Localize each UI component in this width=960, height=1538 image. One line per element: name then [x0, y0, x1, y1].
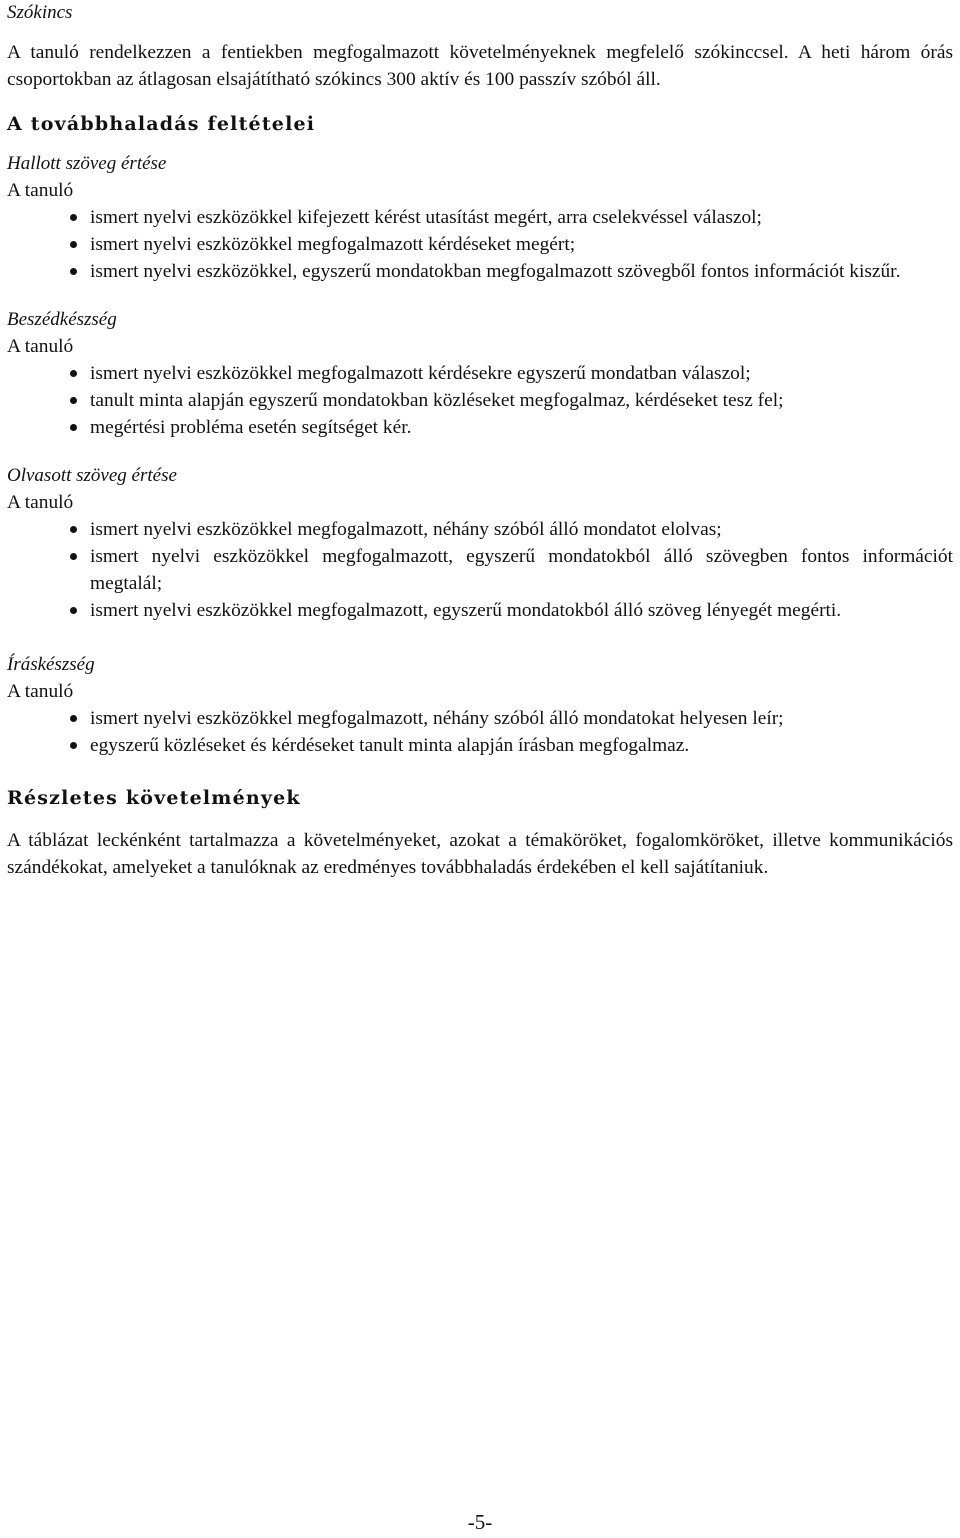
detailed-text: A táblázat leckénként tartalmazza a követelményeket, azokat a témaköröket, fogalomköröket, illetve kommunikációs szándékokat, amelyeket a tanulóknak az eredményes továbbhaladás érdekében el kell sajátítaniuk.	[7, 830, 953, 878]
list-item	[7, 387, 953, 414]
listening-list	[7, 204, 953, 285]
listening-section	[7, 151, 953, 285]
listening-title: Hallott szöveg értése	[7, 153, 167, 174]
listening-intro: A tanuló	[7, 180, 74, 201]
document-page	[7, 0, 953, 881]
bullet-icon	[70, 742, 77, 749]
list-item-text: ismert nyelvi eszközökkel megfogalmazott, egyszerű mondatokból álló szövegben fontos információt megtalál;	[90, 546, 953, 594]
list-item	[7, 258, 953, 285]
list-item	[7, 360, 953, 387]
list-item-text: megértési probléma esetén segítséget kér.	[90, 417, 412, 438]
bullet-icon	[70, 268, 77, 275]
speaking-title: Beszédkészség	[7, 309, 117, 330]
bullet-icon	[70, 214, 77, 221]
list-item	[7, 732, 953, 759]
list-item	[7, 543, 953, 597]
bullet-icon	[70, 526, 77, 533]
reading-title: Olvasott szöveg értése	[7, 465, 177, 486]
speaking-section	[7, 307, 953, 441]
list-item-text: ismert nyelvi eszközökkel, egyszerű mondatokban megfogalmazott szövegből fontos információt kiszűr.	[90, 261, 901, 282]
list-item	[7, 705, 953, 732]
vocabulary-section	[7, 0, 953, 93]
bullet-icon	[70, 553, 77, 560]
list-item-text: egyszerű közléseket és kérdéseket tanult minta alapján írásban megfogalmaz.	[90, 735, 690, 756]
list-item-text: tanult minta alapján egyszerű mondatokban közléseket megfogalmaz, kérdéseket tesz fel;	[90, 390, 784, 411]
list-item	[7, 204, 953, 231]
bullet-icon	[70, 424, 77, 431]
detailed-heading: Részletes követelmények	[7, 787, 301, 809]
writing-title: Íráskészség	[7, 654, 95, 675]
list-item-text: ismert nyelvi eszközökkel megfogalmazott kérdésekre egyszerű mondatban válaszol;	[90, 363, 751, 384]
writing-list	[7, 705, 953, 759]
page-number: -5-	[467, 1510, 493, 1534]
bullet-icon	[70, 397, 77, 404]
reading-list	[7, 516, 953, 624]
list-item	[7, 516, 953, 543]
bullet-icon	[70, 715, 77, 722]
reading-section	[7, 463, 953, 624]
list-item-text: ismert nyelvi eszközökkel megfogalmazott, egyszerű mondatokból álló szöveg lényegét megérti.	[90, 600, 842, 621]
list-item	[7, 231, 953, 258]
speaking-intro: A tanuló	[7, 336, 74, 357]
vocabulary-text: A tanuló rendelkezzen a fentiekben megfogalmazott követelményeknek megfelelő szókinccsel. A heti három órás csoportokban az átlagosan elsajátítható szókincs 300 aktív és 100 passzív szóból áll.	[7, 42, 953, 90]
progress-heading: A továbbhaladás feltételei	[7, 113, 316, 135]
bullet-icon	[70, 370, 77, 377]
bullet-icon	[70, 241, 77, 248]
list-item-text: ismert nyelvi eszközökkel megfogalmazott, néhány szóból álló mondatokat helyesen leír;	[90, 708, 784, 729]
list-item-text: ismert nyelvi eszközökkel kifejezett kérést utasítást megért, arra cselekvéssel válaszol;	[90, 207, 762, 228]
list-item	[7, 597, 953, 624]
writing-intro: A tanuló	[7, 681, 74, 702]
bullet-icon	[70, 607, 77, 614]
reading-intro: A tanuló	[7, 492, 74, 513]
list-item-text: ismert nyelvi eszközökkel megfogalmazott, néhány szóból álló mondatot elolvas;	[90, 519, 722, 540]
vocabulary-title: Szókincs	[7, 2, 73, 23]
list-item-text: ismert nyelvi eszközökkel megfogalmazott kérdéseket megért;	[90, 234, 576, 255]
list-item	[7, 414, 953, 441]
speaking-list	[7, 360, 953, 441]
writing-section	[7, 652, 953, 759]
